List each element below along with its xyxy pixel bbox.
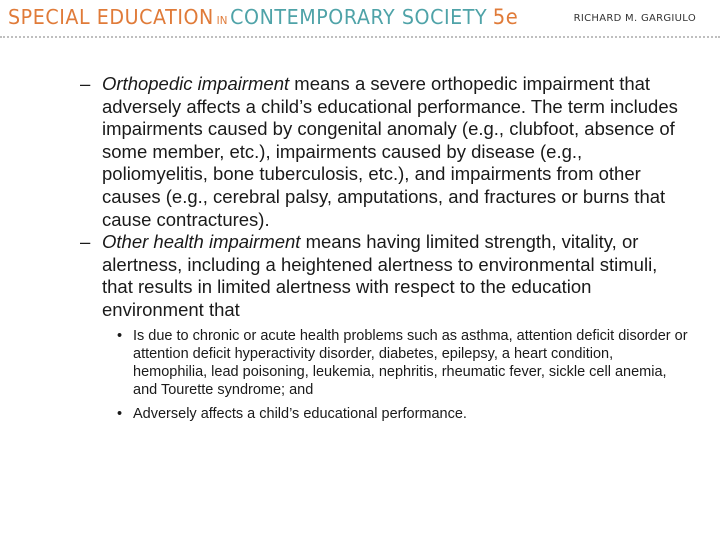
sub-item-chronic (80, 327, 690, 399)
definition-orthopedic: means a severe orthopedic impairment that adversely affects a child’s educational performance. The term includes impairments caused by congenital anomaly (e.g., clubfoot, absence of some member, etc.), impairments caused by disease (e.g., poliomyelitis, bone tuberculosis, etc.), and impairments from other causes (e.g., cerebral palsy, amputations, and fractures or burns that cause contractures). (102, 73, 678, 230)
book-title (8, 5, 518, 29)
term-other-health: Other health impairment (102, 231, 301, 253)
title-connector: IN (216, 14, 228, 27)
definition-other-health: means having limited strength, vitality, or alertness, including a heightened alertness to environmental stimuli, that results in limited alertness with respect to the education environment that (102, 231, 658, 320)
sub-item-text: Is due to chronic or acute health problems such as asthma, attention deficit disorder or attention deficit hyperactivity disorder, diabetes, epilepsy, a heart condition, hemophilia, lead poisoning, leukemia, nephritis, rheumatic fever, sickle cell anemia, and Tourette syndrome; and (133, 327, 688, 398)
title-part-2: CONTEMPORARY SOCIETY (230, 5, 488, 29)
header-banner (0, 0, 720, 40)
title-part-1: SPECIAL EDUCATION (8, 5, 214, 29)
dash-marker: – (80, 231, 91, 253)
dash-marker: – (80, 73, 91, 94)
sub-item-text: Adversely affects a child’s educational performance. (133, 405, 467, 422)
bullet-marker: • (117, 405, 123, 422)
bullet-marker: • (117, 327, 123, 344)
author-name: RICHARD M. GARGIULO (573, 13, 696, 24)
header-divider (0, 36, 720, 38)
list-item-orthopedic (80, 73, 690, 231)
sub-item-adversely (80, 405, 690, 423)
term-orthopedic: Orthopedic impairment (102, 73, 290, 94)
list-item-other-health (80, 231, 690, 321)
edition-label: 5e (492, 5, 519, 29)
sub-list (80, 327, 690, 423)
slide-content (80, 73, 690, 423)
